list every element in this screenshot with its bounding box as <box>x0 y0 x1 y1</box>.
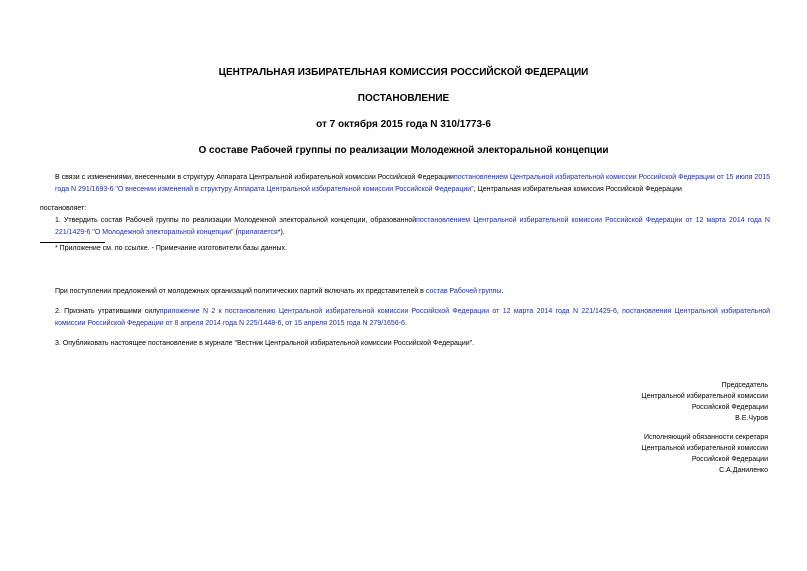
signature-line: С.А.Даниленко <box>719 467 768 474</box>
signature-line: Российской Федерации <box>691 404 768 411</box>
item-2-tail: . <box>404 320 407 327</box>
appendix-2-link[interactable]: приложение N 2 к постановлению Центральной избирательной комиссии Российской Федерации от 12 марта 2014 года N 221/1429-6 <box>159 308 617 315</box>
document-title: О составе Рабочей группы по реализации Молодежной электоральной концепции <box>198 145 609 156</box>
signature-line: В.Е.Чуров <box>735 415 768 422</box>
document-type-heading: ПОСТАНОВЛЕНИЕ <box>357 93 450 104</box>
signature-block-chairman <box>500 380 768 424</box>
signature-line: Исполняющий обязанности секретаря <box>643 434 768 441</box>
proposals-paragraph <box>40 286 785 298</box>
signature-line: Центральной избирательной комиссии <box>641 445 768 452</box>
item-2-paragraph <box>40 306 770 330</box>
resolution-link-291[interactable]: постановлением Центральной избирательной комиссии Российской Федерации от 15 июля 2015 года N 291/1693-6 "О внесении изменений в структуру Аппарата Центральной избирательной комиссии Российской Федерации" <box>55 174 771 193</box>
resolution-link-221[interactable]: постановлением Центральной избирательной комиссии Российской Федерации от 12 марта 2014 года N 221/1429-6 "О Молодежной электоральной концепции" <box>55 217 770 236</box>
proposals-tail: . <box>501 288 504 295</box>
signature-block-secretary <box>500 432 768 476</box>
organization-heading: ЦЕНТРАЛЬНАЯ ИЗБИРАТЕЛЬНАЯ КОМИССИЯ РОССИЙСКОЙ ФЕДЕРАЦИИ <box>218 67 589 78</box>
preamble-tail: , Центральная избирательная комиссия Российской Федерации <box>473 186 682 193</box>
resolution-link-225[interactable]: постановления Центральной избирательной комиссии Российской Федерации от 8 апреля 2014 года N 225/1448-6 <box>55 308 771 327</box>
resolution-link-279[interactable]: от 15 апреля 2015 года N 279/1656-6 <box>285 320 405 327</box>
signature-line: Председатель <box>721 382 768 389</box>
working-group-link[interactable]: состав Рабочей группы <box>425 288 502 295</box>
signature-line: Центральной избирательной комиссии <box>641 393 768 400</box>
proposals-text: При поступлении предложений от молодежных организаций политических партий включать их представителей в <box>55 288 426 295</box>
item-1-paragraph <box>40 215 770 239</box>
signature-line: Российской Федерации <box>691 456 768 463</box>
item-2-sep-1: , <box>616 308 623 315</box>
item-2-sep-2: , <box>281 320 286 327</box>
resolves-text: постановляет: <box>40 205 87 212</box>
footnote-text: * Приложение см. по ссылке. - Примечание изготовители базы данных. <box>55 245 287 252</box>
item-1-tail: *). <box>277 229 285 236</box>
preamble-intro: В связи с изменениями, внесенными в структуру Аппарата Центральной избирательной комиссии Российской Федерации <box>55 174 454 181</box>
date-number-heading: от 7 октября 2015 года N 310/1773-6 <box>316 119 491 130</box>
attached-link[interactable]: прилагается <box>237 229 278 236</box>
item-3-paragraph: 3. Опубликовать настоящее постановление в журнале "Вестник Центральной избирательной комиссии Российской Федерации". <box>55 340 475 347</box>
item-1-text: 1. Утвердить состав Рабочей группы по реализации Молодежной электоральной концепции, образованной <box>55 217 417 224</box>
item-1-mid: ( <box>233 229 238 236</box>
item-2-text: 2. Признать утратившими силу <box>55 308 160 315</box>
preamble-paragraph <box>40 172 770 196</box>
